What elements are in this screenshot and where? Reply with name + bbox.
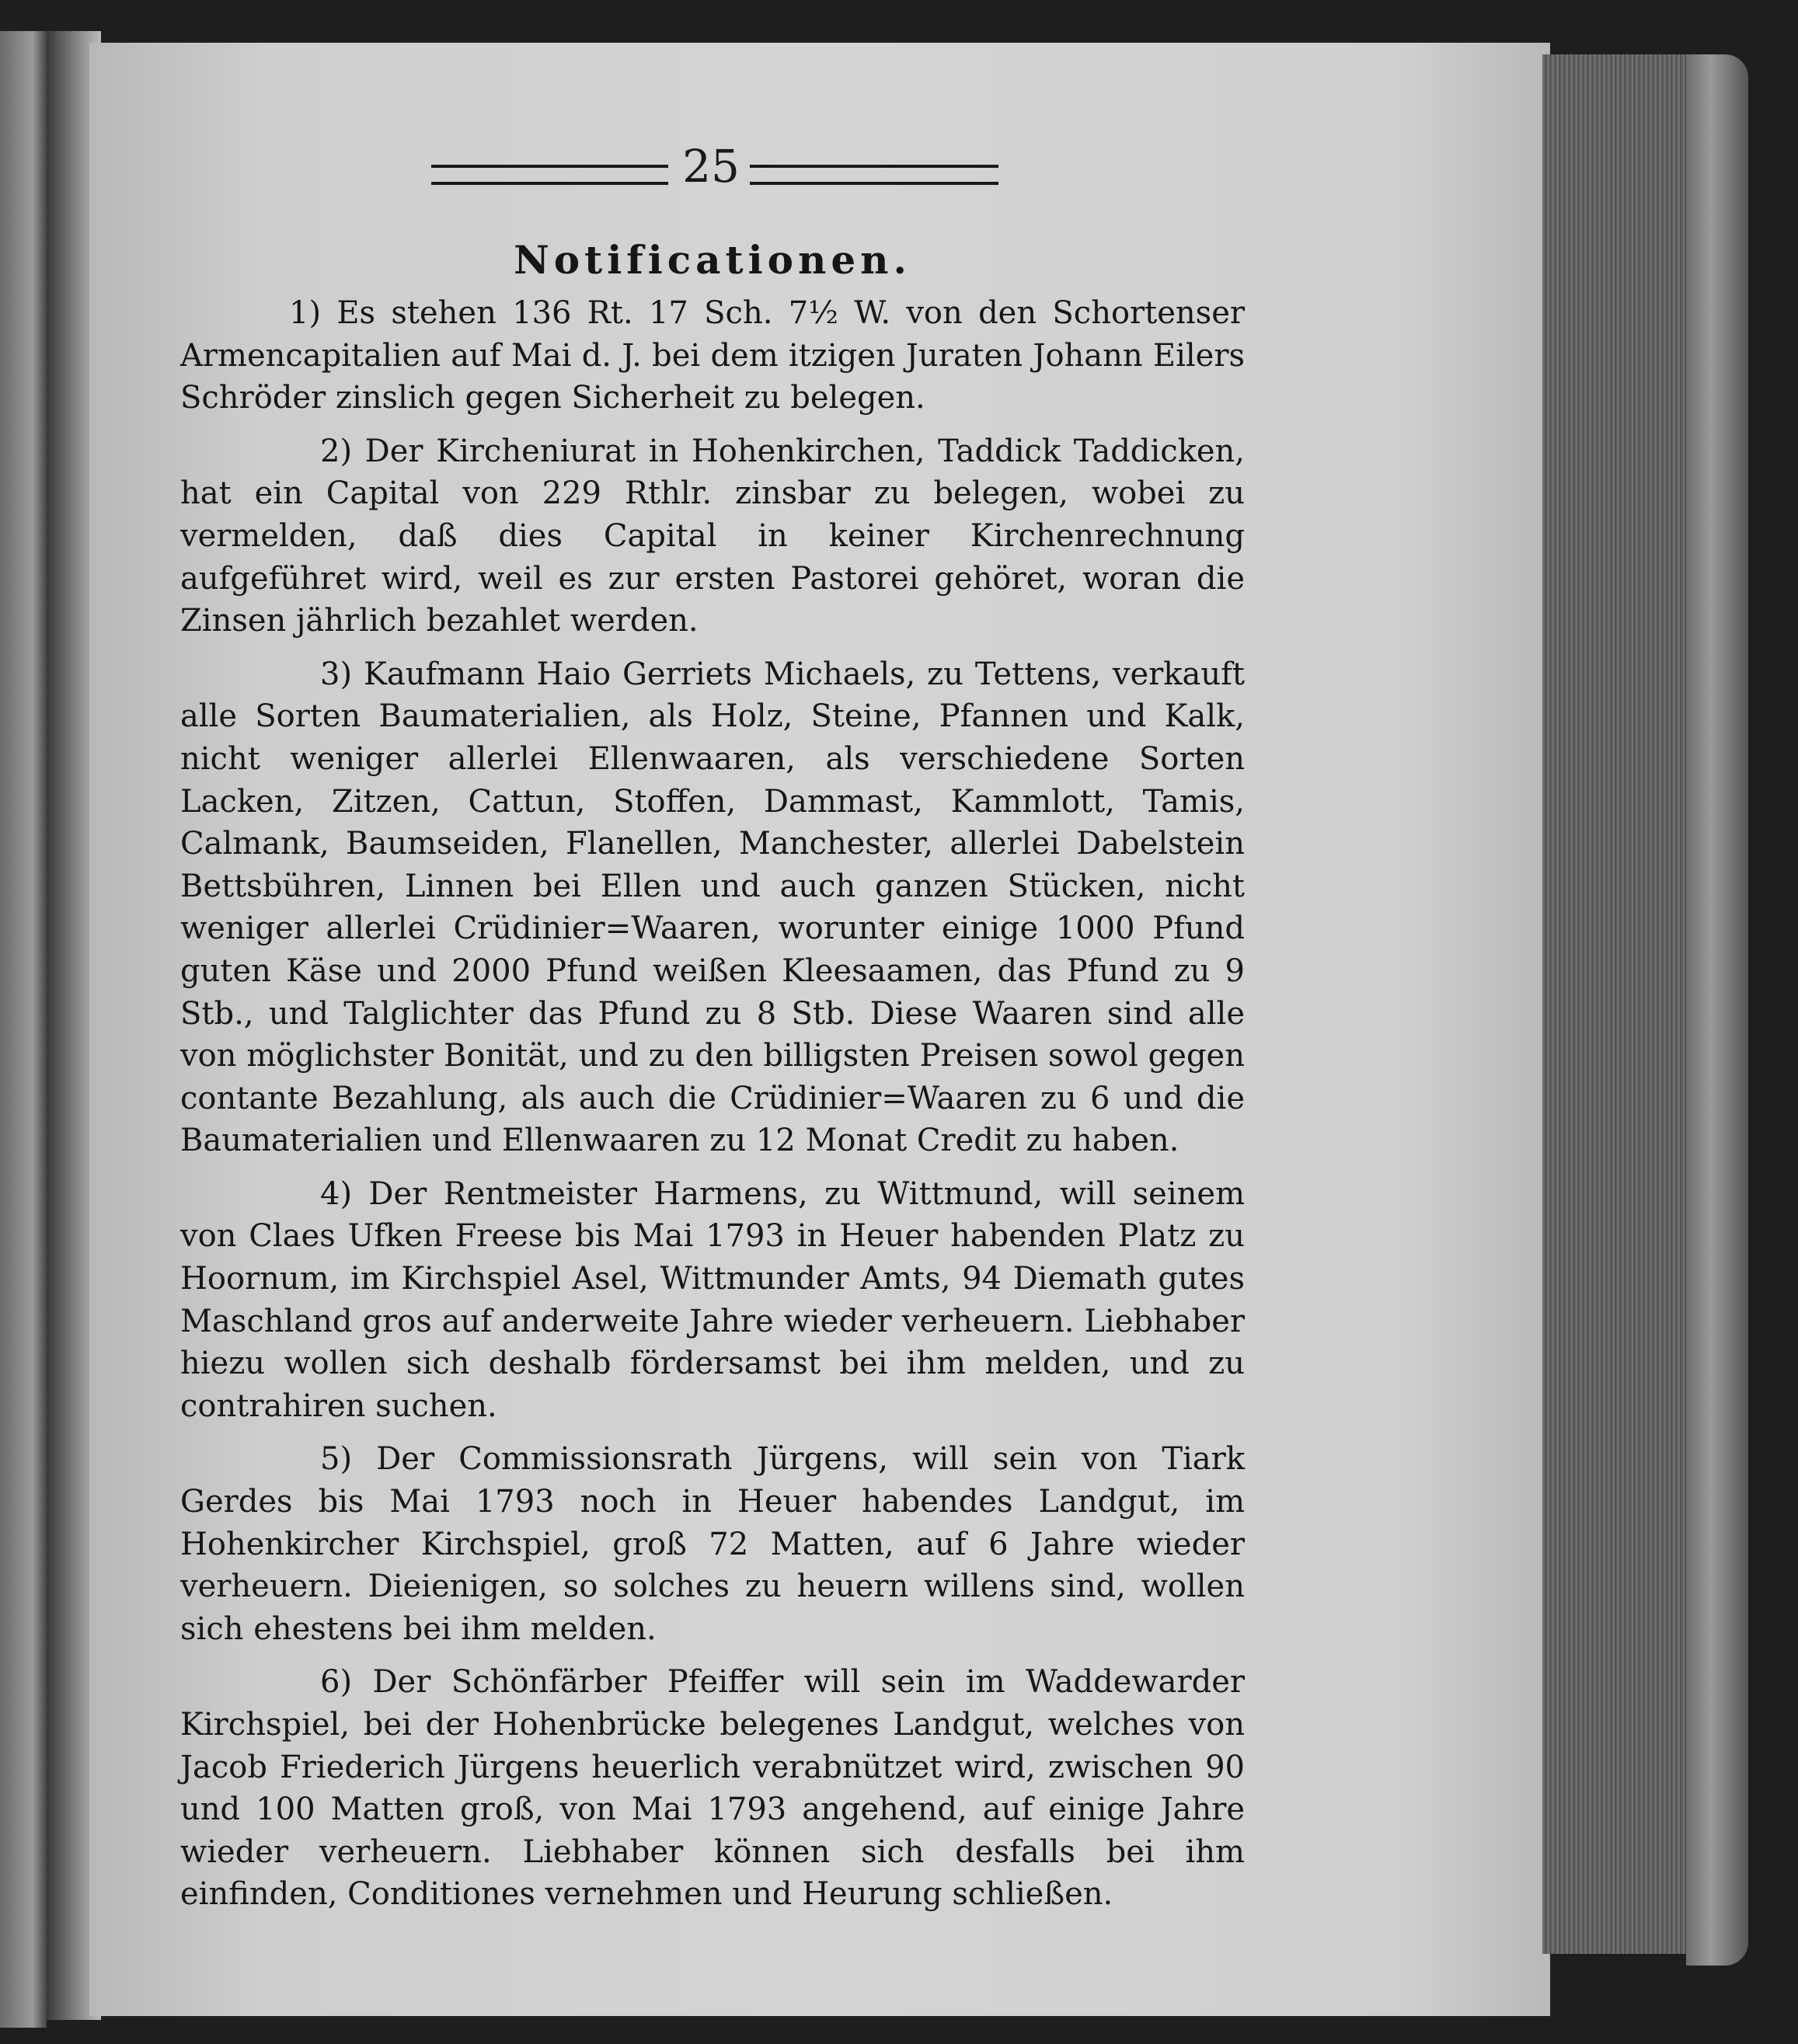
notice-paragraph: 6) Der Schönfärber Pfeiffer will sein im Waddewarder Kirchspiel, bei der Hohenbrücke belegenes Landgut, welches von Jacob Friederich Jürgens heuerlich verabnützet wird, zwischen 90 und 100 Matten groß, von Mai 1793 angehend, auf einige Jahre wieder verheuern. Liebhaber können sich desfalls bei ihm einfinden, Conditiones vernehmen und Heurung schließen. [180,1664,1245,1913]
notice-paragraph: 4) Der Rentmeister Harmens, zu Wittmund, will seinem von Claes Ufken Freese bis Mai 1793 in Heuer habenden Platz zu Hoornum, im Kirchspiel Asel, Wittmunder Amts, 94 Diemath gutes Maschland gros auf anderweite Jahre wieder verheuern. Liebhaber hiezu wollen sich deshalb fördersamst bei ihm melden, und zu contrahiren suchen. [180,1175,1245,1424]
header-rule-right [750,165,998,185]
notice-paragraph: 3) Kaufmann Haio Gerriets Michaels, zu Tettens, verkauft alle Sorten Baumaterialien, als Holz, Steine, Pfannen und Kalk, nicht weniger allerlei Ellenwaaren, als verschiedene Sorten Lacken, Zitzen, Cattun, Stoffen, Dammast, Kammlott, Tamis, Calmank, Baumseiden, Flanellen, Manchester, allerlei Dabelstein Bettsbühren, Linnen bei Ellen und auch ganzen Stücken, nicht weniger allerlei Crüdinier=Waaren, worunter einige 1000 Pfund guten Käse und 2000 Pfund weißen Kleesaamen, das Pfund zu 9 Stb., und Talglichter das Pfund zu 8 Stb. Diese Waaren sind alle von möglichster Bonität, und zu den billigsten Preisen sowol gegen contante Bezahlung, als auch die Crüdinier=Waaren zu 6 und die Baumaterialien und Ellenwaaren zu 12 Monat Credit zu haben. [180,656,1245,1159]
notice-paragraph: 2) Der Kircheniurat in Hohenkirchen, Taddick Taddicken, hat ein Capital von 229 Rthlr. zinsbar zu belegen, wobei zu vermelden, daß dies Capital in keiner Kirchenrechnung aufgeführet wird, weil es zur ersten Pastorei gehöret, woran die Zinsen jährlich bezahlet werden. [180,433,1245,639]
page-number: 25 [682,140,740,193]
section-heading: Notificationen. [514,237,911,283]
header-rule-left [431,165,668,185]
book-cover-edge [1686,54,1748,1966]
page-block-edges [1542,54,1690,1954]
notice-paragraph: 5) Der Commissionsrath Jürgens, will sein von Tiark Gerdes bis Mai 1793 noch in Heuer habendes Landgut, im Hohenkircher Kirchspiel, groß 72 Matten, auf 6 Jahre wieder verheuern. Dieienigen, so solches zu heuern willens sind, wollen sich ehestens bei ihm melden. [180,1441,1245,1647]
page-content [180,233,1245,1927]
facing-page-edge [0,31,47,2028]
notice-paragraph: 1) Es stehen 136 Rt. 17 Sch. 7½ W. von den Schortenser Armencapitalien auf Mai d. J. bei dem itzigen Juraten Johann Eilers Schröder zinslich gegen Sicherheit zu belegen. [180,295,1245,416]
